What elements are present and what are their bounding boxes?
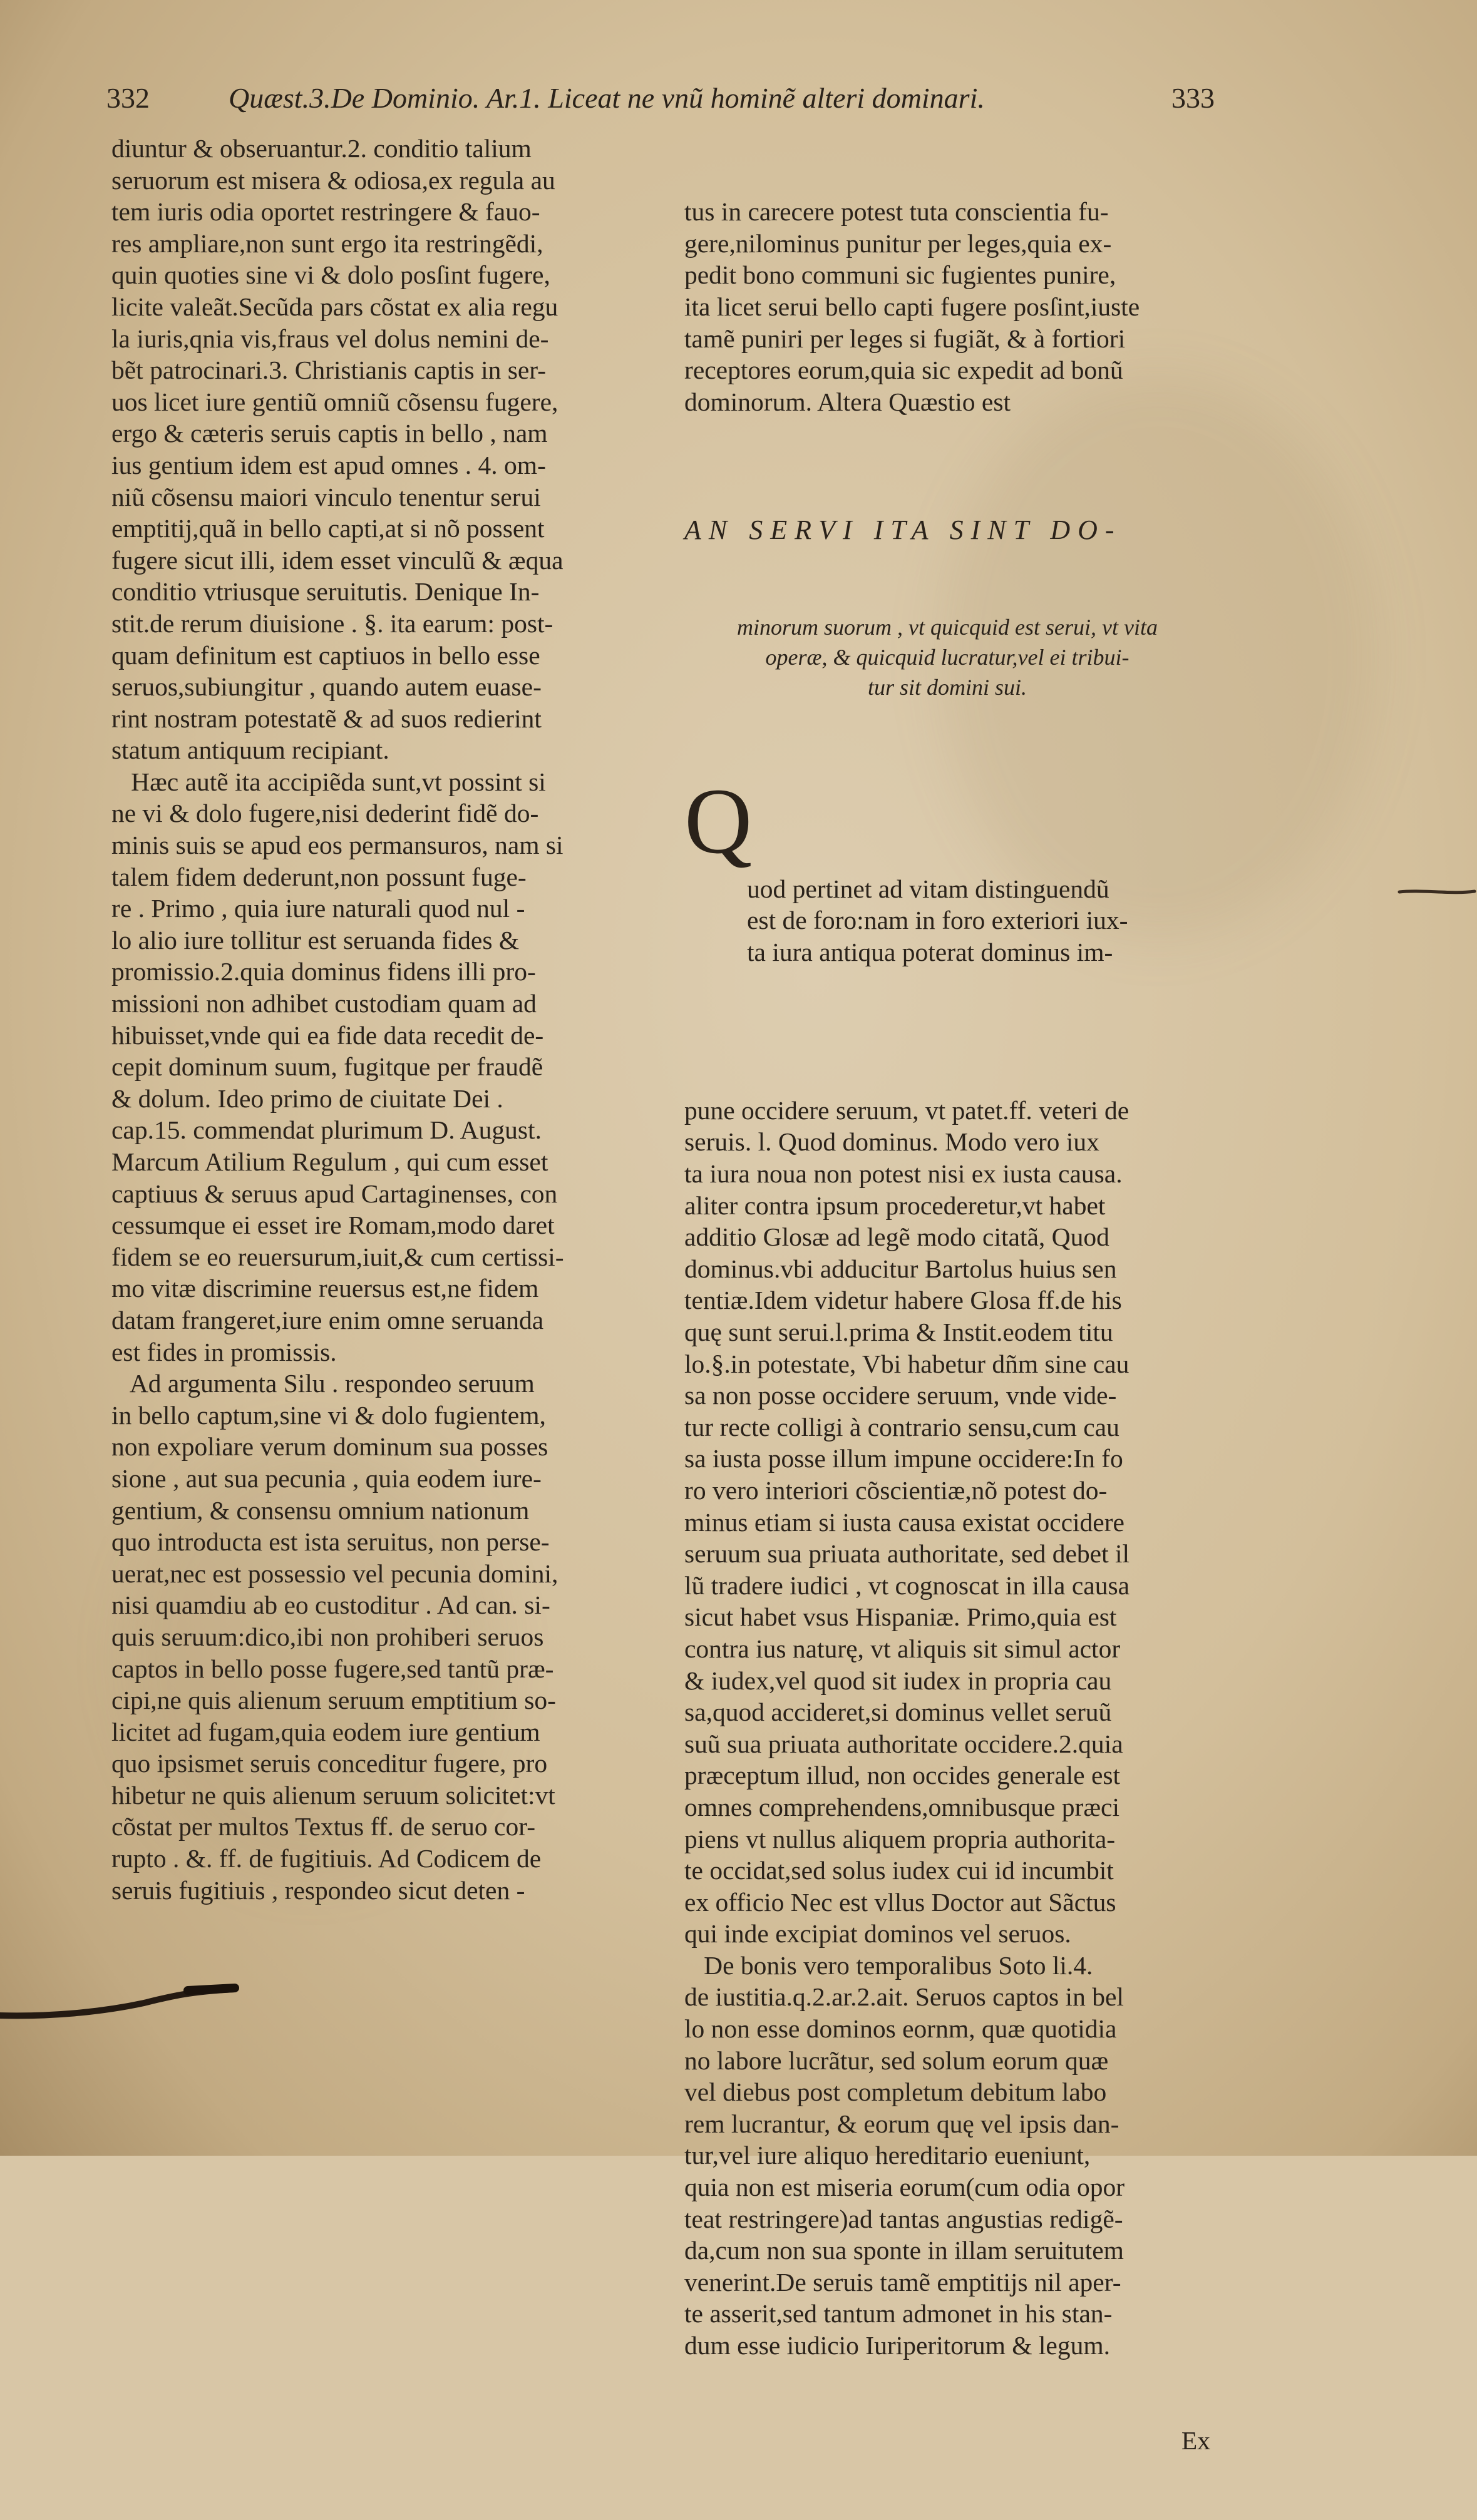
initial-paragraph: [684, 769, 1210, 1032]
text-line: da,cum non sua sponte in illam seruitutem: [684, 2236, 1124, 2265]
text-line: diuntur & obseruantur.2. conditio talium: [111, 134, 532, 163]
text-line: venerint.De seruis tamẽ emptitijs nil aper-: [684, 2267, 1121, 2297]
text-line: seruorum est misera & odiosa,ex regula au: [111, 165, 555, 195]
section-subtitle: [684, 612, 1210, 702]
ink-pen-stroke: [0, 1978, 238, 2028]
text-line: conditio vtriusque seruitutis. Denique In-: [111, 577, 540, 607]
text-line: ex officio Nec est vllus Doctor aut Sãctus: [684, 1887, 1116, 1917]
text-line: piens vt nullus aliquem propria authorita-: [684, 1824, 1116, 1853]
text-line: sione , aut sua pecunia , quia eodem iure-: [111, 1463, 542, 1493]
text-line: te occidat,sed solus iudex cui id incumbit: [684, 1856, 1114, 1885]
text-line: præceptum illud, non occides generale est: [684, 1761, 1121, 1790]
text-line: sa,quod accideret,si dominus vellet seruũ: [684, 1698, 1112, 1727]
text-line: ius gentium idem est apud omnes . 4. om-: [111, 450, 546, 479]
left-text-column: [111, 133, 631, 1906]
text-line: lo non esse dominos eornm, quæ quotidia: [684, 2014, 1117, 2044]
text-line: statum antiquum recipiant.: [111, 735, 389, 765]
text-line: & iudex,vel quod sit iudex in propria cau: [684, 1666, 1112, 1695]
text-line: vel diebus post completum debitum labo: [684, 2077, 1107, 2107]
text-line: tus in carecere potest tuta conscientia fu-: [684, 197, 1109, 227]
text-line: seruos,subiungitur , quando autem euase-: [111, 672, 542, 702]
text-line: hibetur ne quis alienum seruum solicitet:vt: [111, 1780, 555, 1810]
text-line: est de foro:nam in foro exteriori iux-: [747, 906, 1128, 935]
text-line: licite valeãt.Secũda pars cõstat ex alia regu: [111, 292, 558, 321]
text-line: dum esse iudicio Iuriperitorum & legum.: [684, 2331, 1111, 2360]
text-line: licitet ad fugam,quia eodem iure gentium: [111, 1717, 540, 1746]
text-line: quin quoties sine vi & dolo posſint fugere,: [111, 260, 550, 290]
text-line: De bonis vero temporalibus Soto li.4.: [684, 1950, 1093, 1980]
text-line: suũ sua priuata authoritate occidere.2.quia: [684, 1729, 1123, 1758]
text-line: ne vi & dolo fugere,nisi dederint fidẽ do-: [111, 799, 539, 828]
ink-dash-mark: [1396, 886, 1477, 898]
text-line: mo vitæ discrimine reuersus est,ne fidem: [111, 1274, 539, 1303]
text-line: tem iuris odia oportet restringere & fauo-: [111, 197, 540, 227]
text-line: nisi quamdiu ab eo custoditur . Ad can. si-: [111, 1590, 550, 1620]
text-line: promissio.2.quia dominus fidens illi pro-: [111, 957, 536, 986]
text-line: fidem se eo reuersurum,iuit,& cum certissi-: [111, 1242, 564, 1271]
text-line: cessumque ei esset ire Romam,modo daret: [111, 1211, 555, 1240]
text-line: in bello captum,sine vi & dolo fugientem,: [111, 1400, 546, 1430]
text-line: uerat,nec est possessio vel pecunia domini,: [111, 1559, 558, 1588]
right-column-body: [684, 1095, 1210, 2362]
section-subtitle-line: minorum suorum , vt quicquid est serui, vt vita: [737, 614, 1158, 640]
text-line: tentiæ.Idem videtur habere Glosa ff.de his: [684, 1286, 1122, 1315]
text-line: seruum sua priuata authoritate, sed debet il: [684, 1539, 1130, 1569]
text-line: pedit bono communi sic fugientes punire,: [684, 260, 1116, 290]
text-line: gere,nilominus punitur per leges,quia ex-: [684, 228, 1112, 258]
text-line: uos licet iure gentiũ omniũ cõsensu fugere,: [111, 387, 558, 416]
text-line: de iustitia.q.2.ar.2.ait. Seruos captos in bel: [684, 1982, 1124, 2012]
text-line: lo alio iure tollitur est seruanda fides &: [111, 925, 520, 955]
right-column-top-text: [684, 196, 1210, 417]
text-line: dominorum. Altera Quæstio est: [684, 387, 1011, 416]
text-line: est fides in promissis.: [111, 1337, 337, 1366]
catchword: Ex: [1181, 2425, 1210, 2455]
text-line: contra ius naturę, vt aliquis sit simul actor: [684, 1634, 1121, 1663]
section-subtitle-line: tur sit domini sui.: [867, 674, 1027, 700]
text-line: niũ cõsensu maiori vinculo tenentur serui: [111, 482, 541, 511]
text-line: rupto . &. ff. de fugitiuis. Ad Codicem de: [111, 1844, 542, 1873]
text-line: bẽt patrocinari.3. Christianis captis in ser-: [111, 356, 547, 385]
text-line: gentium, & consensu omnium nationum: [111, 1495, 530, 1525]
text-line: rint nostram potestatẽ & ad suos redierint: [111, 704, 542, 733]
text-line: Hæc autẽ ita accipiẽda sunt,vt possint si: [111, 767, 546, 796]
text-line: minus etiam si iusta causa existat occidere: [684, 1507, 1124, 1537]
text-line: Ad argumenta Silu . respondeo seruum: [111, 1369, 535, 1398]
text-line: lũ tradere iudici , vt cognoscat in illa causa: [684, 1570, 1130, 1600]
text-line: captiuus & seruus apud Cartaginenses, con: [111, 1179, 558, 1208]
text-line: tamẽ puniri per leges si fugiãt, & à fortiori: [684, 324, 1126, 353]
initial-lines: [684, 873, 1210, 968]
text-line: aliter contra ipsum procederetur,vt habet: [684, 1191, 1106, 1220]
text-line: quo ipsismet seruis conceditur fugere, pro: [111, 1749, 548, 1778]
text-line: additio Glosæ ad legẽ modo citatã, Quod: [684, 1222, 1109, 1252]
text-line: minis suis se apud eos permansuros, nam si: [111, 831, 564, 860]
text-line: seruis. l. Quod dominus. Modo vero iux: [684, 1127, 1099, 1157]
text-line: ta iura antiqua poterat dominus im-: [747, 937, 1113, 966]
text-line: rem lucrantur, & eorum quę vel ipsis dan-: [684, 2109, 1119, 2138]
right-text-column: [684, 133, 1210, 2520]
text-line: te asserit,sed tantum admonet in his stan-: [684, 2299, 1113, 2328]
text-line: seruis fugitiuis , respondeo sicut deten -: [111, 1875, 525, 1905]
text-line: sa iusta posse illum impune occidere:In fo: [684, 1444, 1123, 1473]
text-line: captos in bello posse fugere,sed tantũ præ-: [111, 1654, 554, 1683]
text-line: emptitij,quã in bello capti,at si nõ possent: [111, 514, 545, 543]
drop-cap-initial: Q: [684, 769, 753, 873]
text-line: hibuisset,vnde qui ea fide data recedit de-: [111, 1020, 544, 1050]
text-line: quia non est miseria eorum(cum odia opor: [684, 2173, 1125, 2202]
text-line: lo.§.in potestate, Vbi habetur dñm sine cau: [684, 1349, 1130, 1378]
text-line: teat restringere)ad tantas angustias redigẽ-: [684, 2204, 1123, 2233]
text-line: receptores eorum,quia sic expedit ad bonũ: [684, 356, 1123, 385]
right-page-number: 333: [1171, 82, 1215, 114]
text-line: cepit dominum suum, fugitque per fraudẽ: [111, 1052, 543, 1082]
text-line: ta iura noua non potest nisi ex iusta causa.: [684, 1159, 1123, 1189]
text-line: cipi,ne quis alienum seruum emptitium so-: [111, 1686, 556, 1715]
text-line: missioni non adhibet custodiam quam ad: [111, 989, 537, 1018]
text-line: ro vero interiori cõscientiæ,nõ potest do-: [684, 1475, 1108, 1505]
page-header: [106, 81, 1215, 131]
text-line: cõstat per multos Textus ff. de seruo cor-: [111, 1812, 536, 1841]
text-line: Marcum Atilium Regulum , qui cum esset: [111, 1147, 548, 1176]
text-line: quę sunt serui.l.prima & Instit.eodem titu: [684, 1318, 1113, 1346]
text-line: qui inde excipiat dominos vel seruos.: [684, 1919, 1071, 1949]
text-line: & dolum. Ideo primo de ciuitate Dei .: [111, 1083, 503, 1113]
left-page-number: 332: [106, 82, 150, 114]
text-line: sicut habet vsus Hispaniæ. Primo,quia est: [684, 1602, 1117, 1632]
running-head: Quæst.3.De Dominio. Ar.1. Liceat ne vnũ hominẽ alteri dominari.: [229, 82, 985, 114]
text-line: re . Primo , quia iure naturali quod nul -: [111, 894, 525, 923]
section-title: AN SERVI ITA SINT DO-: [684, 514, 1122, 545]
text-line: sa non posse occidere seruum, vnde vide-: [684, 1381, 1117, 1410]
text-line: fugere sicut illi, idem esset vinculũ & æqua: [111, 545, 564, 575]
text-line: ita licet serui bello capti fugere posſint,iuste: [684, 292, 1140, 321]
text-line: quo introducta est ista seruitus, non perse-: [111, 1527, 550, 1557]
text-line: uod pertinet ad vitam distinguendũ: [747, 874, 1109, 903]
text-line: talem fidem dederunt,non possunt fuge-: [111, 862, 527, 891]
text-line: pune occidere seruum, vt patet.ff. veteri de: [684, 1095, 1130, 1125]
text-line: ergo & cæteris seruis captis in bello , nam: [111, 419, 548, 448]
text-line: omnes comprehendens,omnibusque præci: [684, 1792, 1119, 1821]
text-line: no labore lucrãtur, sed solum eorum quæ: [684, 2046, 1109, 2075]
text-line: dominus.vbi adducitur Bartolus huius sen: [684, 1254, 1117, 1283]
text-line: tur,vel iure aliquo hereditario eueniunt,: [684, 2141, 1091, 2170]
text-line: non expoliare verum dominum sua posses: [111, 1432, 548, 1462]
text-line: quis seruum:dico,ibi non prohiberi seruos: [111, 1622, 544, 1651]
text-line: la iuris,qnia vis,fraus vel dolus nemini de-: [111, 324, 549, 353]
text-line: quam definitum est captiuos in bello esse: [111, 640, 540, 670]
text-line: res ampliare,non sunt ergo ita restringẽdi,: [111, 228, 543, 258]
section-subtitle-line: operæ, & quicquid lucratur,vel ei tribui-: [765, 644, 1130, 670]
text-line: cap.15. commendat plurimum D. August.: [111, 1115, 542, 1145]
text-line: stit.de rerum diuisione . §. ita earum: post-: [111, 608, 553, 638]
text-line: tur recte colligi à contrario sensu,cum cau: [684, 1412, 1119, 1442]
text-line: datam frangeret,iure enim omne seruanda: [111, 1305, 544, 1334]
